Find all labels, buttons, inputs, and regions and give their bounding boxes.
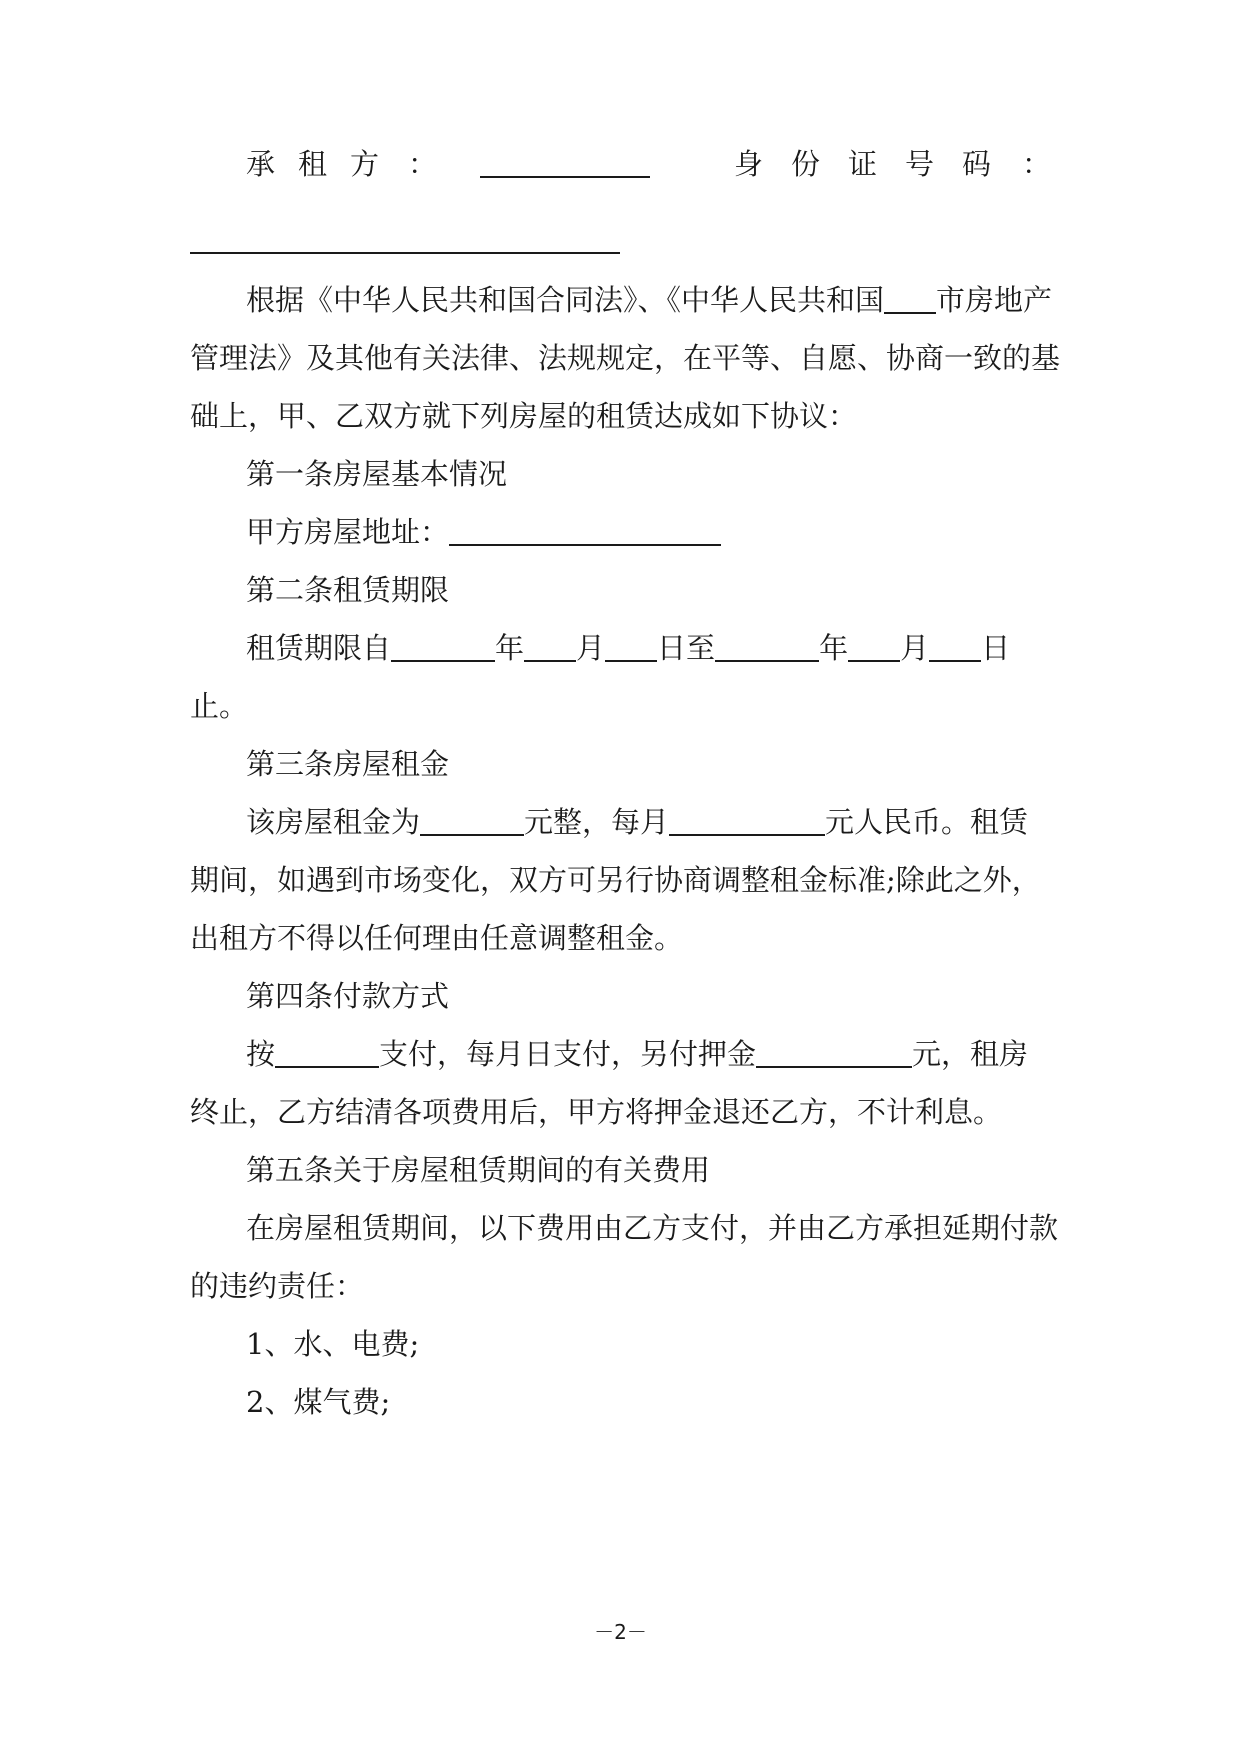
id-label-char: 身	[734, 147, 764, 181]
rent-line-3: 出租方不得以任何理由任意调整租金。	[190, 921, 684, 955]
end-year-blank[interactable]	[715, 630, 819, 662]
end-day-blank[interactable]	[929, 630, 981, 662]
fees-line-2: 的违约责任：	[190, 1269, 365, 1303]
year-label: 年	[495, 631, 525, 665]
id-label-char: 份	[791, 147, 821, 181]
payment-line-2: 终止，乙方结清各项费用后，甲方将押金退还乙方，不计利息。	[190, 1095, 1003, 1129]
start-day-blank[interactable]	[605, 630, 657, 662]
lease-term-end: 止。	[190, 689, 249, 723]
rent-total-blank[interactable]	[420, 804, 524, 836]
preamble-text: 根据《中华人民共和国合同法》、《中华人民共和国	[246, 283, 885, 317]
preamble-text: 市房地产	[936, 283, 1053, 317]
preamble-line-3: 础上，甲、乙双方就下列房屋的租赁达成如下协议：	[190, 399, 858, 433]
id-label-char: 号	[905, 147, 935, 181]
rent-line-2: 期间，如遇到市场变化，双方可另行协商调整租金标准;除此之外，	[190, 863, 1041, 897]
id-number-line	[190, 222, 1060, 258]
id-number-blank[interactable]	[190, 222, 620, 254]
renter-label-char: 方	[350, 147, 380, 181]
start-year-blank[interactable]	[391, 630, 495, 662]
payment-method-blank[interactable]	[275, 1036, 379, 1068]
deposit-blank[interactable]	[756, 1036, 912, 1068]
payment-text: 按	[246, 1037, 276, 1071]
lease-term-text: 租赁期限自	[246, 631, 392, 665]
month-label: 月	[576, 631, 606, 665]
fee-item: 2、煤气费;	[246, 1385, 391, 1419]
preamble-line-2: 管理法》及其他有关法律、法规规定，在平等、自愿、协商一致的基	[190, 341, 1061, 375]
fees-line-1: 在房屋租赁期间，以下费用由乙方支付，并由乙方承担延期付款	[246, 1211, 1059, 1245]
article-4-title: 第四条付款方式	[246, 979, 450, 1013]
rent-line-1	[246, 804, 1060, 840]
payment-line-1	[246, 1036, 1060, 1072]
city-blank[interactable]	[884, 282, 936, 314]
address-line	[246, 514, 1060, 550]
month-label: 月	[900, 631, 930, 665]
article-1-title: 第一条房屋基本情况	[246, 457, 508, 491]
preamble-line-1	[246, 282, 1060, 318]
day-label: 日	[981, 631, 1011, 665]
renter-label-char: 承	[246, 147, 276, 181]
page-number: －2－	[594, 1620, 647, 1644]
lease-term-line	[246, 630, 1060, 666]
id-label-char: 证	[848, 147, 878, 181]
article-2-title: 第二条租赁期限	[246, 573, 450, 607]
renter-name-blank[interactable]	[480, 146, 650, 178]
article-3-title: 第三条房屋租金	[246, 747, 450, 781]
article-5-title: 第五条关于房屋租赁期间的有关费用	[246, 1153, 711, 1187]
end-month-blank[interactable]	[848, 630, 900, 662]
renter-label-char: 租	[298, 147, 328, 181]
payment-text: 元，租房	[912, 1037, 1029, 1071]
year-label: 年	[819, 631, 849, 665]
renter-label-char: ：	[408, 147, 438, 181]
rent-text: 元整，每月	[524, 805, 670, 839]
rent-text: 该房屋租金为	[246, 805, 421, 839]
day-to-label: 日至	[657, 631, 716, 665]
id-label-char: 码	[962, 147, 992, 181]
address-blank[interactable]	[449, 514, 721, 546]
fee-item: 1、水、电费;	[246, 1327, 420, 1361]
start-month-blank[interactable]	[524, 630, 576, 662]
rent-monthly-blank[interactable]	[669, 804, 825, 836]
payment-text: 支付，每月日支付，另付押金	[379, 1037, 757, 1071]
id-label-char: ：	[1022, 147, 1052, 181]
address-label: 甲方房屋地址：	[246, 515, 450, 549]
rent-text: 元人民币。租赁	[825, 805, 1029, 839]
